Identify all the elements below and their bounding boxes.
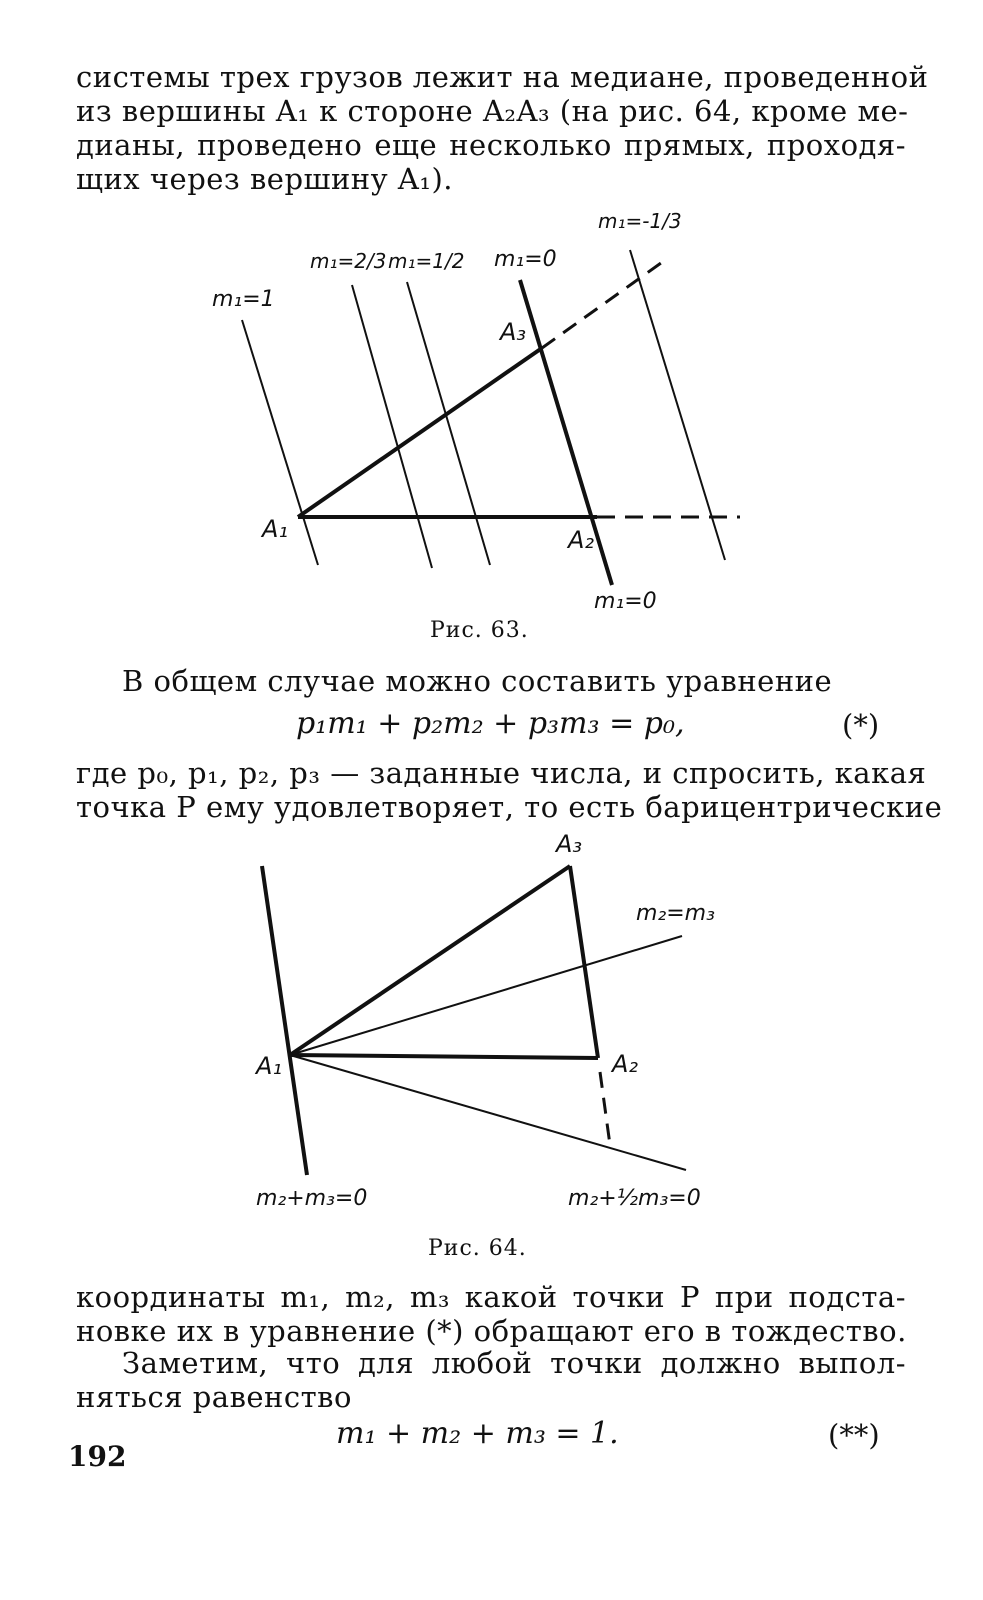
text-line: где p₀, p₁, p₂, p₃ — заданные числа, и спросить, какая — [76, 756, 927, 790]
equation-1-number: (*) — [842, 708, 880, 742]
text-line: Заметим, что для любой точки должно выпол- — [122, 1346, 906, 1380]
text-line: точка P ему удовлетворяет, то есть барицентрические — [76, 790, 943, 824]
label-m1-eq-0-bottom: m₁=0 — [594, 589, 657, 614]
side-a3-a2-extension — [600, 1072, 610, 1145]
label-a2: A₂ — [612, 1050, 639, 1078]
text-line: няться равенство — [76, 1380, 352, 1414]
line-m1-eq-0 — [520, 280, 612, 585]
label-a1: A₁ — [256, 1052, 283, 1080]
text-line: В общем случае можно составить уравнение — [122, 664, 833, 698]
paragraph-mid2 — [76, 756, 943, 824]
figure-64-caption: Рис. 64. — [428, 1236, 527, 1261]
side-a1-a3 — [298, 348, 542, 517]
text-line: щих через вершину A₁). — [76, 162, 454, 196]
line-m2-plus-m3-eq-0 — [262, 866, 307, 1175]
text-line: координаты m₁, m₂, m₃ какой точки P при подста- — [76, 1280, 906, 1314]
label-m1-eq-1-2: m₁=1/2 — [388, 249, 465, 273]
equation-2: m₁ + m₂ + m₃ = 1. — [336, 1416, 619, 1451]
page-number: 192 — [68, 1440, 127, 1473]
equation-1: p₁m₁ + p₂m₂ + p₃m₃ = p₀, — [296, 706, 685, 741]
paragraph-last-cont — [76, 1380, 906, 1414]
label-a2: A₂ — [568, 526, 595, 554]
label-a3: A₃ — [556, 830, 583, 858]
text-line: дианы, проведено еще несколько прямых, проходя- — [76, 128, 906, 162]
paragraph-mid — [76, 664, 906, 698]
line-m1-eq-neg-1-3 — [630, 250, 725, 560]
side-a1-a3 — [290, 866, 570, 1055]
label-m1-eq-neg-1-3: m₁=-1/3 — [598, 209, 682, 233]
line-m2-eq-m3 — [290, 936, 682, 1055]
figure-63-caption: Рис. 63. — [430, 618, 529, 643]
paragraph-bottom — [76, 1280, 906, 1348]
label-a3: A₃ — [500, 318, 527, 346]
equation-2-number: (**) — [828, 1418, 880, 1452]
side-a1-a2 — [290, 1055, 598, 1058]
label-m1-eq-1: m₁=1 — [212, 287, 275, 312]
text-line: новке их в уравнение (*) обращают его в тождество. — [76, 1314, 907, 1348]
text-line: системы трех грузов лежит на медиане, проведенной — [76, 60, 929, 94]
label-m2-eq-m3: m₂=m₃ — [636, 901, 715, 926]
label-m2-plus-half-m3-eq-0: m₂+½m₃=0 — [568, 1186, 701, 1211]
figure-63 — [0, 0, 983, 660]
label-m1-eq-0-top: m₁=0 — [494, 247, 557, 272]
side-a1-a3-extension — [542, 258, 668, 348]
label-m2-plus-m3-eq-0: m₂+m₃=0 — [256, 1186, 368, 1211]
label-m1-eq-2-3: m₁=2/3 — [310, 249, 387, 273]
paragraph-last — [122, 1346, 906, 1380]
text-line: из вершины A₁ к стороне A₂A₃ (на рис. 64, кроме ме- — [76, 94, 909, 128]
figure-64 — [0, 830, 983, 1250]
label-a1: A₁ — [262, 515, 289, 543]
